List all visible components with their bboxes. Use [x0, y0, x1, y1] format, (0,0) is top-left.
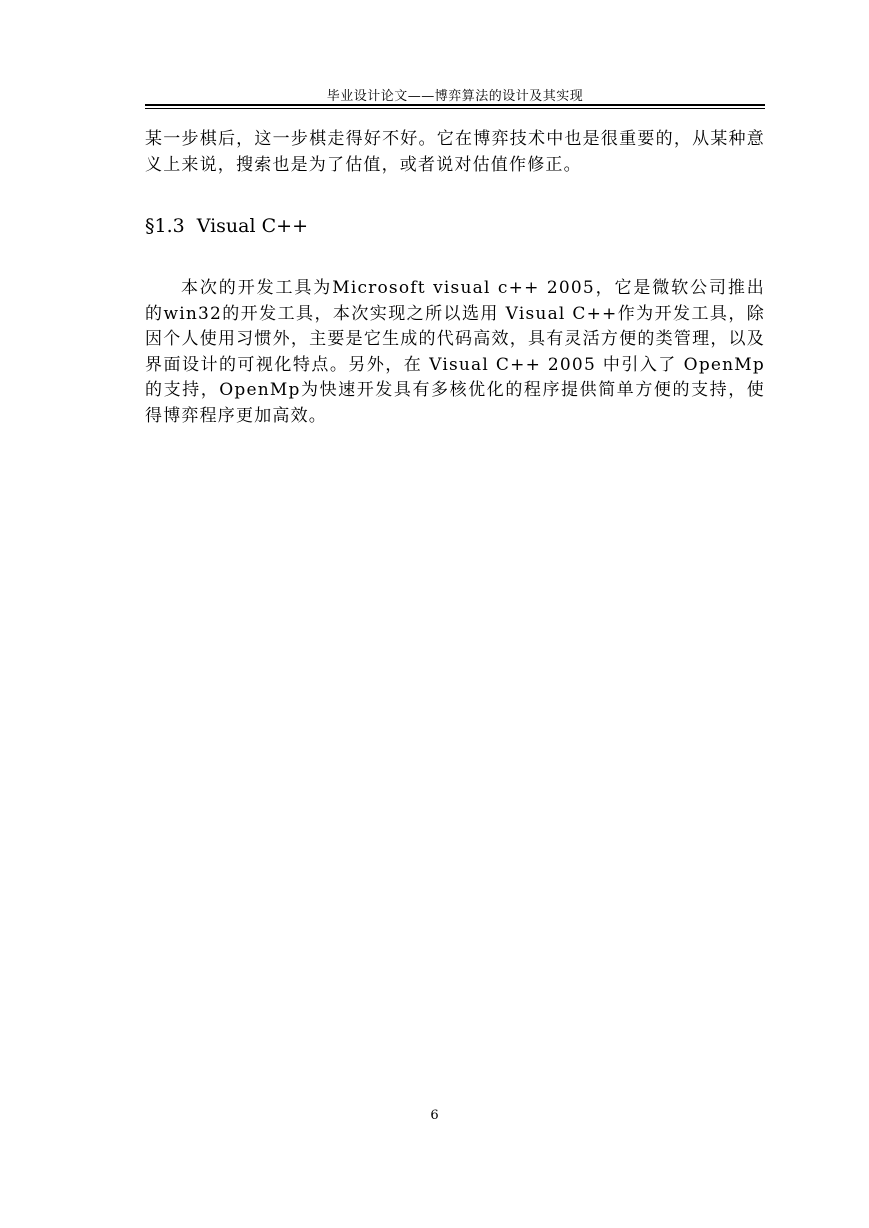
section-number: §1.3	[145, 215, 185, 237]
section-title: Visual C++	[196, 215, 308, 237]
header-rule-thin	[145, 108, 765, 109]
section-heading	[145, 214, 308, 238]
continued-paragraph: 某一步棋后，这一步棋走得好不好。它在博弈技术中也是很重要的，从某种意义上来说，搜索也是为了估值，或者说对估值作修正。	[145, 129, 765, 175]
body-paragraph: 本次的开发工具为Microsoft visual c++ 2005，它是微软公司推出的win32的开发工具，本次实现之所以选用 Visual C++作为开发工具，除因个人使用习惯外，主要是它生成的代码高效，具有灵活方便的类管理，以及界面设计的可视化特点。另外，在 Visual C++ 2005 中引入了 OpenMp 的支持，OpenMp为快速开发具有多核优化的程序提供简单方便的支持，使得博弈程序更加高效。	[145, 278, 765, 426]
page-number: 6	[430, 1108, 439, 1123]
running-header: 毕业设计论文——博弈算法的设计及其实现	[326, 89, 584, 104]
header-rule-thick	[145, 104, 765, 106]
